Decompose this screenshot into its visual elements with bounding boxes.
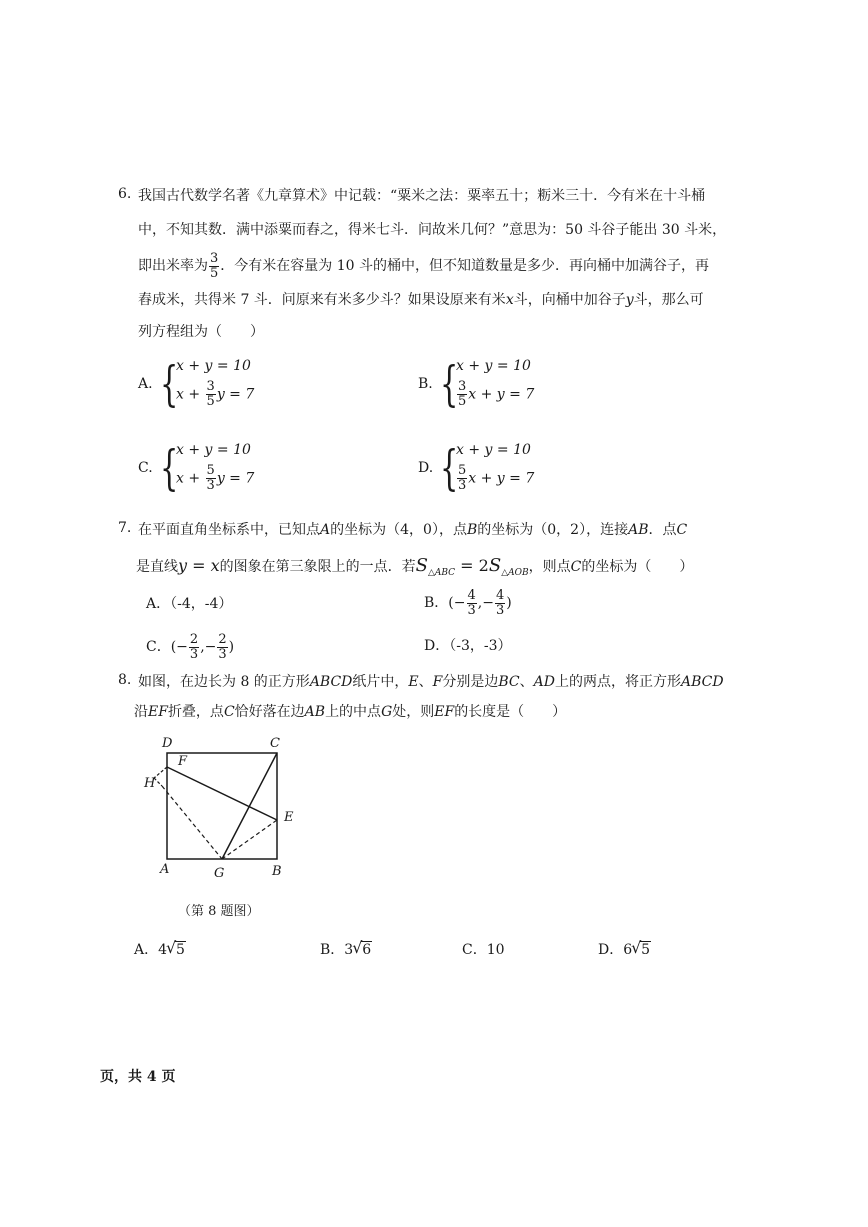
geometry-figure (140, 736, 300, 886)
question-text-line: 即出米率为 $\frac{3}{5}$ ．今有米在容量为 10 斗的桶中，但不知道数量是多少．再向桶中加满谷子，再 (138, 250, 709, 281)
equation: x + $\frac{5}{3}$ y = 7 (176, 463, 255, 493)
label-b: B (272, 864, 282, 879)
option-c[interactable]: C．(− $\frac{2}{3}$ ,− $\frac{2}{3}$ ) (146, 631, 235, 662)
label-c: C (270, 736, 280, 751)
fraction: $\frac{3}{5}$ (210, 250, 219, 281)
option-d[interactable]: D．6 √ 5 (598, 938, 651, 958)
label-e: E (284, 810, 294, 825)
page-footer: 页，共 4 页 (100, 1069, 176, 1085)
question-text-line: 如图，在边长为 8 的正方形ABCD纸片中，E、F分别是边BC、AD上的两点，将正方形ABCD (138, 674, 724, 690)
equation: x + y = 10 (176, 358, 251, 374)
question-7 (118, 520, 738, 670)
option-d[interactable]: D．（-3，-3） (424, 638, 512, 654)
option-a[interactable]: A．（-4，-4） (146, 596, 233, 612)
sqrt-icon: √ 6 (352, 938, 372, 958)
brace-icon: { (160, 440, 179, 496)
sqrt-icon: √ 5 (631, 938, 651, 958)
question-text-line: 在平面直角坐标系中，已知点A的坐标为（4，0），点B的坐标为（0，2），连接AB．点C (138, 522, 688, 538)
question-text-line: 中，不知其数．满中添粟而舂之，得米七斗．问故米几何？”意思为：50 斗谷子能出 30 斗米， (138, 222, 727, 238)
sqrt-icon: √ 5 (166, 938, 185, 958)
option-c[interactable]: C. { x + y = 10 x + $\frac{5}{3}$ y = 7 (138, 440, 255, 496)
segment-ge-dashed (222, 820, 277, 859)
question-number: 6. (118, 186, 132, 202)
question-text-line: 沿EF折叠，点C恰好落在边AB上的中点G处，则EF的长度是（ ） (134, 704, 567, 720)
segment-fe (167, 767, 277, 820)
question-8 (118, 672, 738, 720)
label-g: G (214, 866, 225, 881)
equation: x + $\frac{3}{5}$ y = 7 (176, 379, 255, 409)
question-number: 8. (118, 672, 132, 688)
option-c[interactable]: C．10 (462, 942, 505, 958)
brace-icon: { (160, 356, 179, 412)
question-text-line: 是直线y = x的图象在第三象限上的一点．若$S_{\triangle ABC} = 2S_{\triangle AOB}$，则点C的坐标为（ ） (136, 555, 694, 578)
equation: x + y = 10 (176, 442, 251, 458)
question-text-line: 列方程组为（ ） (138, 324, 264, 340)
option-b[interactable]: B．(− $\frac{4}{3}$ ,− $\frac{4}{3}$ ) (424, 587, 512, 618)
label-f: F (178, 754, 188, 769)
option-b[interactable]: B. { x + y = 10 $\frac{3}{5}$ x + y = 7 (418, 356, 535, 412)
question-text-line: 舂成米，共得米 7 斗．问原来有米多少斗？如果设原来有米x斗，向桶中加谷子y斗，那么可 (138, 292, 704, 308)
segment-fh-dashed (154, 767, 167, 778)
segment-hg-dashed (162, 786, 222, 859)
label-d: D (162, 736, 173, 751)
equation: $\frac{3}{5}$ x + y = 7 (458, 379, 535, 409)
option-d[interactable]: D. { x + y = 10 $\frac{5}{3}$ x + y = 7 (418, 440, 535, 496)
label-h: H (144, 776, 156, 791)
option-a[interactable]: A．4 √ 5 (134, 938, 185, 958)
figure-caption: （第 8 题图） (178, 904, 260, 919)
option-b[interactable]: B．3 √ 6 (320, 938, 372, 958)
brace-icon: { (440, 440, 459, 496)
brace-icon: { (440, 356, 459, 412)
question-text-line: 我国古代数学名著《九章算术》中记载：“粟米之法：粟率五十；粝米三十．今有米在十斗桶 (138, 188, 706, 204)
equation: x + y = 10 (456, 358, 531, 374)
equation: x + y = 10 (456, 442, 531, 458)
question-number: 7. (118, 520, 132, 536)
option-a[interactable]: A. { x + y = 10 x + $\frac{3}{5}$ y = 7 (138, 356, 255, 412)
label-a: A (160, 862, 170, 877)
equation: $\frac{5}{3}$ x + y = 7 (458, 463, 535, 493)
